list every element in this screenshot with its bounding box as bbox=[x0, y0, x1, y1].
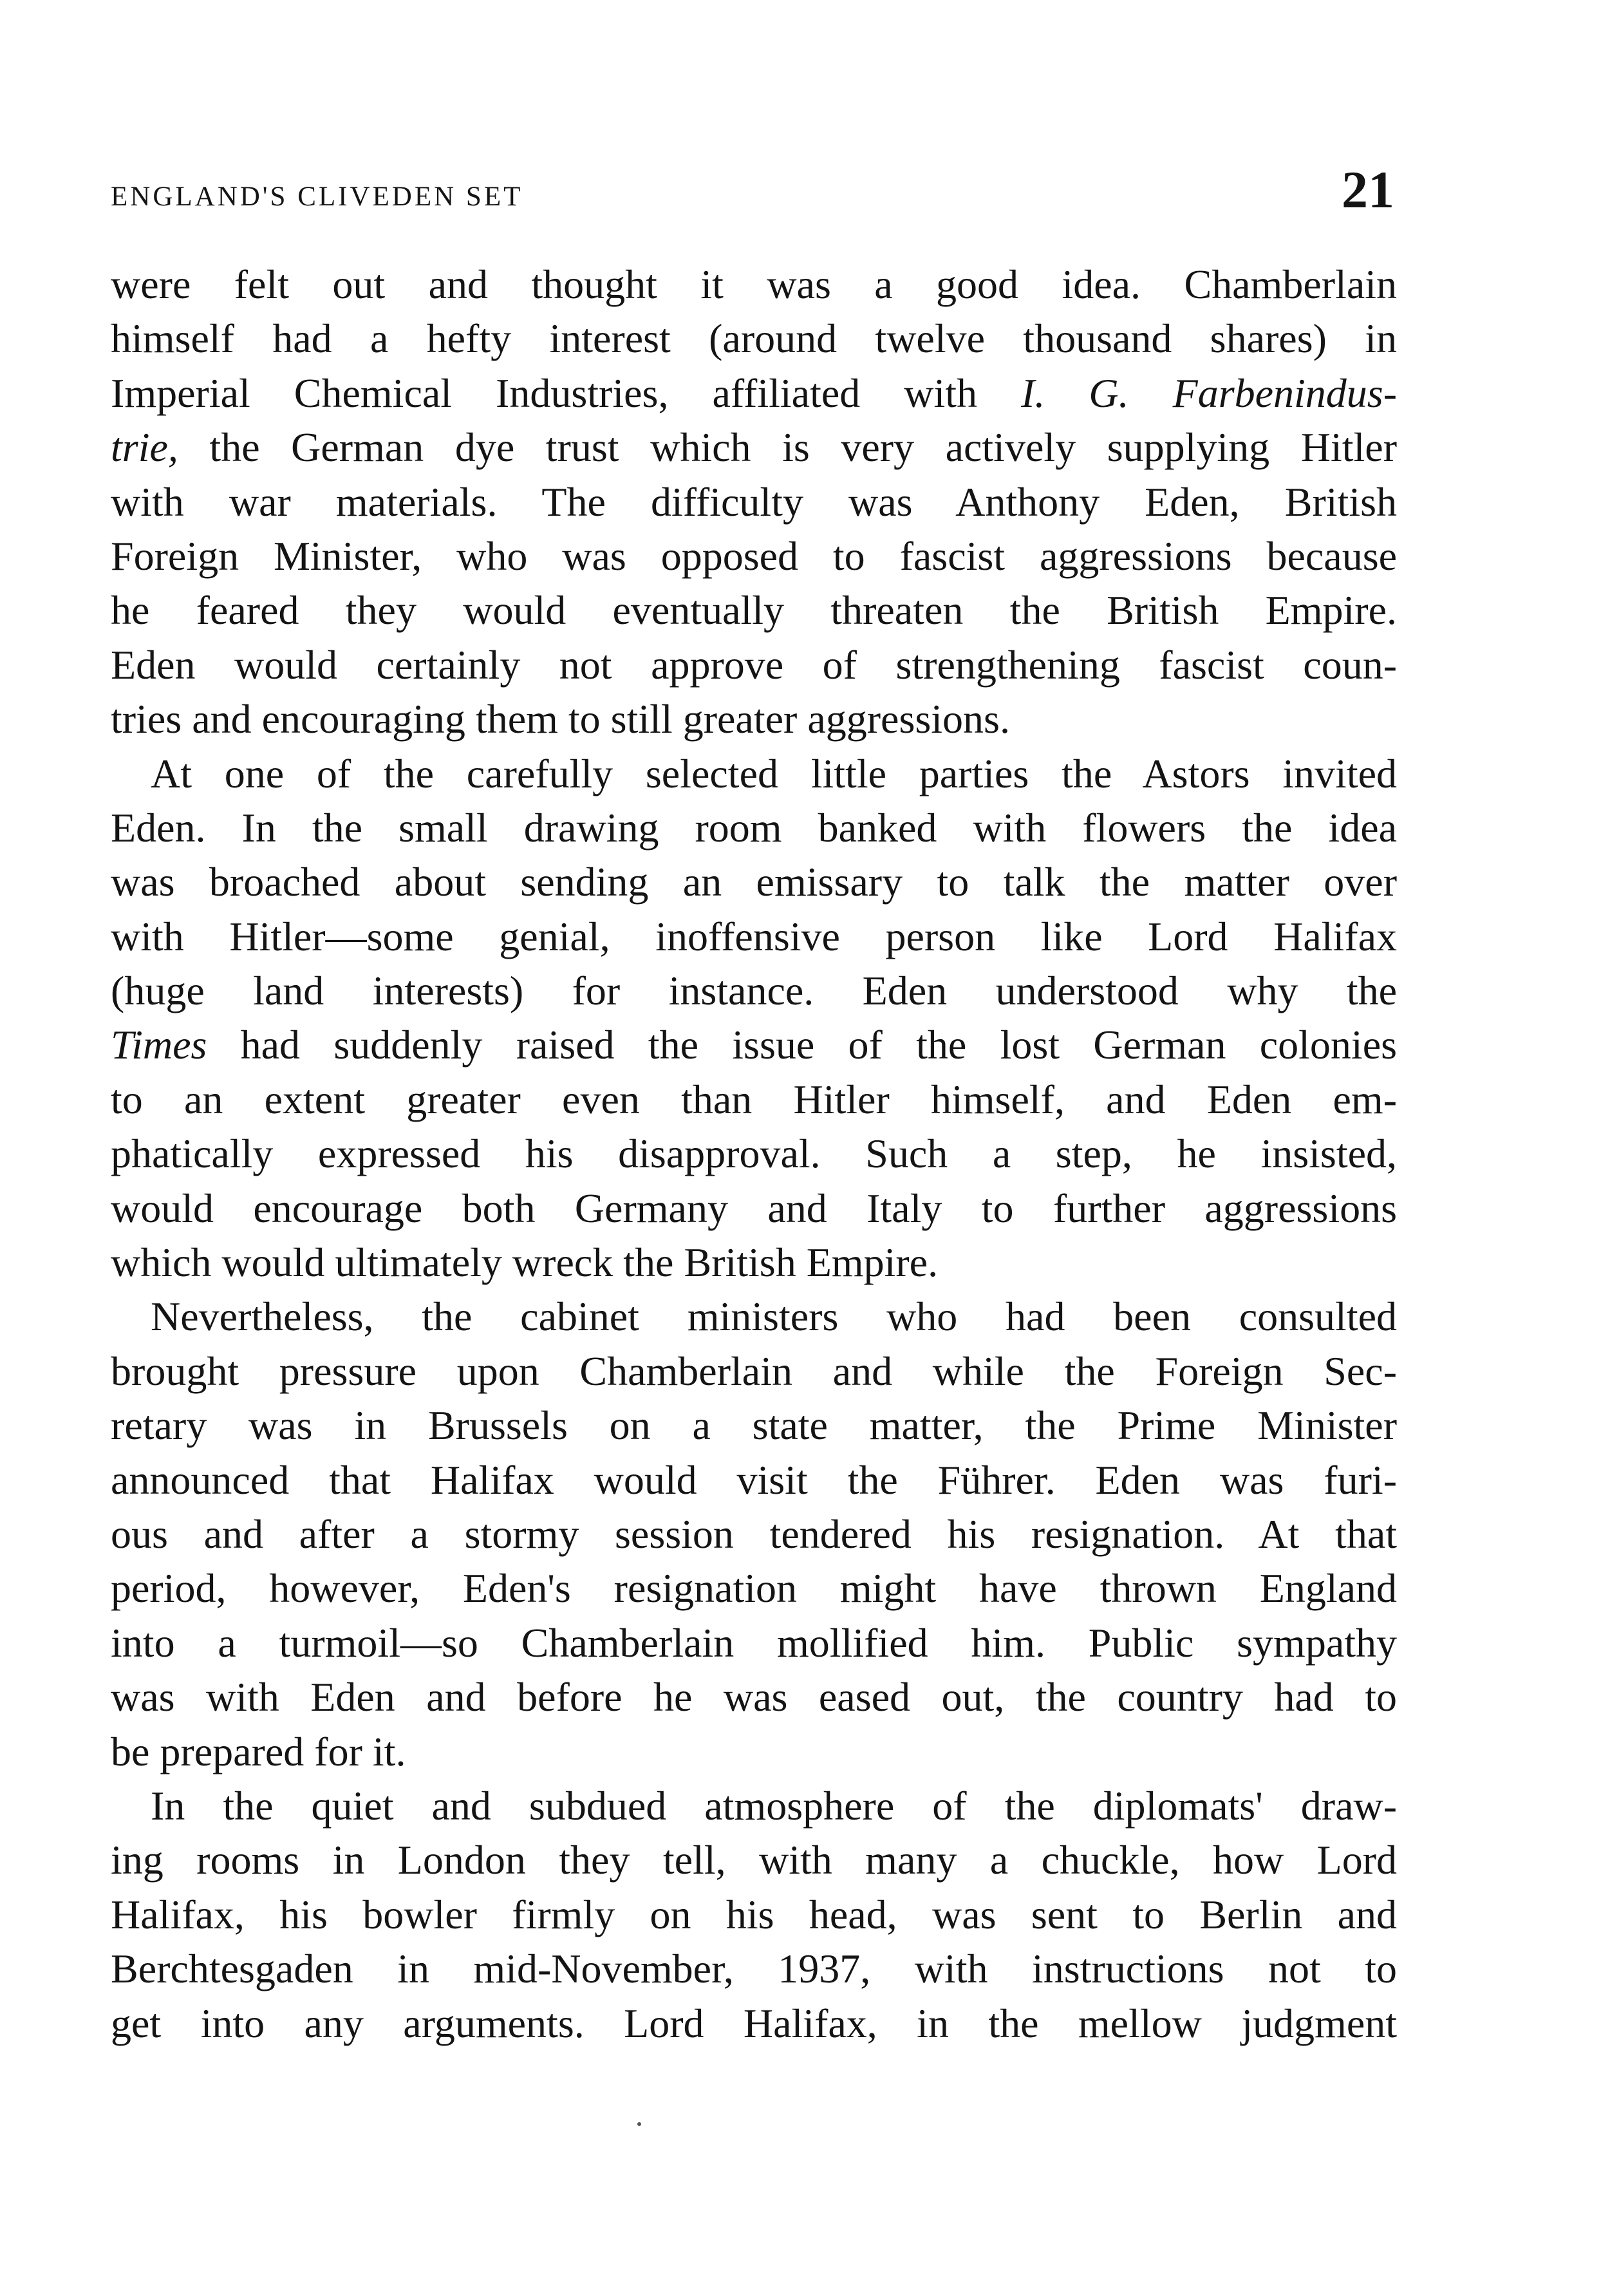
text-line: (huge land interests) for instance. Eden understood why the bbox=[111, 968, 1397, 1014]
text-line: announced that Halifax would visit the Führer. Eden was furi- bbox=[111, 1456, 1397, 1503]
text-line: Berchtesgaden in mid-November, 1937, with instructions not to bbox=[111, 1946, 1397, 1992]
ink-speck bbox=[637, 2122, 641, 2126]
text-line: In the quiet and subdued atmosphere of the diplomats' draw- bbox=[151, 1782, 1397, 1829]
text-line bbox=[111, 1018, 1397, 1072]
italic-company-name: trie, bbox=[111, 424, 178, 471]
page-number: 21 bbox=[1342, 160, 1394, 219]
text-line: into a turmoil—so Chamberlain mollified him. Public sympathy bbox=[111, 1619, 1397, 1666]
text-line: period, however, Eden's resignation might have thrown England bbox=[111, 1565, 1397, 1612]
text-line bbox=[111, 366, 1397, 420]
text-line: At one of the carefully selected little parties the Astors invited bbox=[151, 750, 1397, 796]
text-line: Eden would certainly not approve of strengthening fascist coun- bbox=[111, 641, 1397, 688]
text-line: be prepared for it. bbox=[111, 1728, 406, 1774]
text-span: the German dye trust which is very actively supplying Hitler bbox=[178, 424, 1397, 471]
text-line: brought pressure upon Chamberlain and while the Foreign Sec- bbox=[111, 1348, 1397, 1394]
text-line bbox=[111, 420, 1397, 475]
body-text bbox=[111, 258, 1397, 2051]
text-line: ing rooms in London they tell, with many a chuckle, how Lord bbox=[111, 1837, 1397, 1883]
running-header bbox=[111, 153, 1394, 224]
text-line: were felt out and thought it was a good idea. Chamberlain bbox=[111, 261, 1397, 307]
text-span: Imperial Chemical Industries, affiliated with bbox=[111, 370, 1022, 416]
text-span: had suddenly raised the issue of the lost German colonies bbox=[207, 1022, 1397, 1068]
text-line: get into any arguments. Lord Halifax, in the mellow judgment bbox=[111, 2000, 1397, 2046]
text-line: would encourage both Germany and Italy to further aggressions bbox=[111, 1185, 1397, 1231]
text-line: was with Eden and before he was eased out, the country had to bbox=[111, 1674, 1397, 1720]
text-line: was broached about sending an emissary to talk the matter over bbox=[111, 859, 1397, 905]
text-line: ous and after a stormy session tendered his resignation. At that bbox=[111, 1510, 1397, 1557]
text-line: Eden. In the small drawing room banked with flowers the idea bbox=[111, 804, 1397, 851]
text-line: Foreign Minister, who was opposed to fascist aggressions because bbox=[111, 532, 1397, 579]
running-title: ENGLAND'S CLIVEDEN SET bbox=[111, 182, 523, 212]
italic-newspaper-name: Times bbox=[111, 1022, 207, 1068]
text-line: Nevertheless, the cabinet ministers who had been consulted bbox=[151, 1294, 1397, 1340]
text-line: retary was in Brussels on a state matter, the Prime Minister bbox=[111, 1402, 1397, 1449]
text-line: tries and encouraging them to still greater aggressions. bbox=[111, 696, 1010, 742]
text-line: he feared they would eventually threaten the British Empire. bbox=[111, 587, 1397, 634]
text-line: himself had a hefty interest (around twelve thousand shares) in bbox=[111, 315, 1397, 362]
italic-company-name: I. G. Farbenindus- bbox=[1021, 370, 1398, 416]
text-line: which would ultimately wreck the British Empire. bbox=[111, 1239, 939, 1286]
text-line: phatically expressed his disapproval. Such a step, he insisted, bbox=[111, 1131, 1397, 1177]
text-line: to an extent greater even than Hitler himself, and Eden em- bbox=[111, 1076, 1397, 1122]
text-line: Halifax, his bowler firmly on his head, was sent to Berlin and bbox=[111, 1891, 1397, 1937]
text-line: with Hitler—some genial, inoffensive person like Lord Halifax bbox=[111, 913, 1397, 959]
text-line: with war materials. The difficulty was Anthony Eden, British bbox=[111, 478, 1397, 525]
